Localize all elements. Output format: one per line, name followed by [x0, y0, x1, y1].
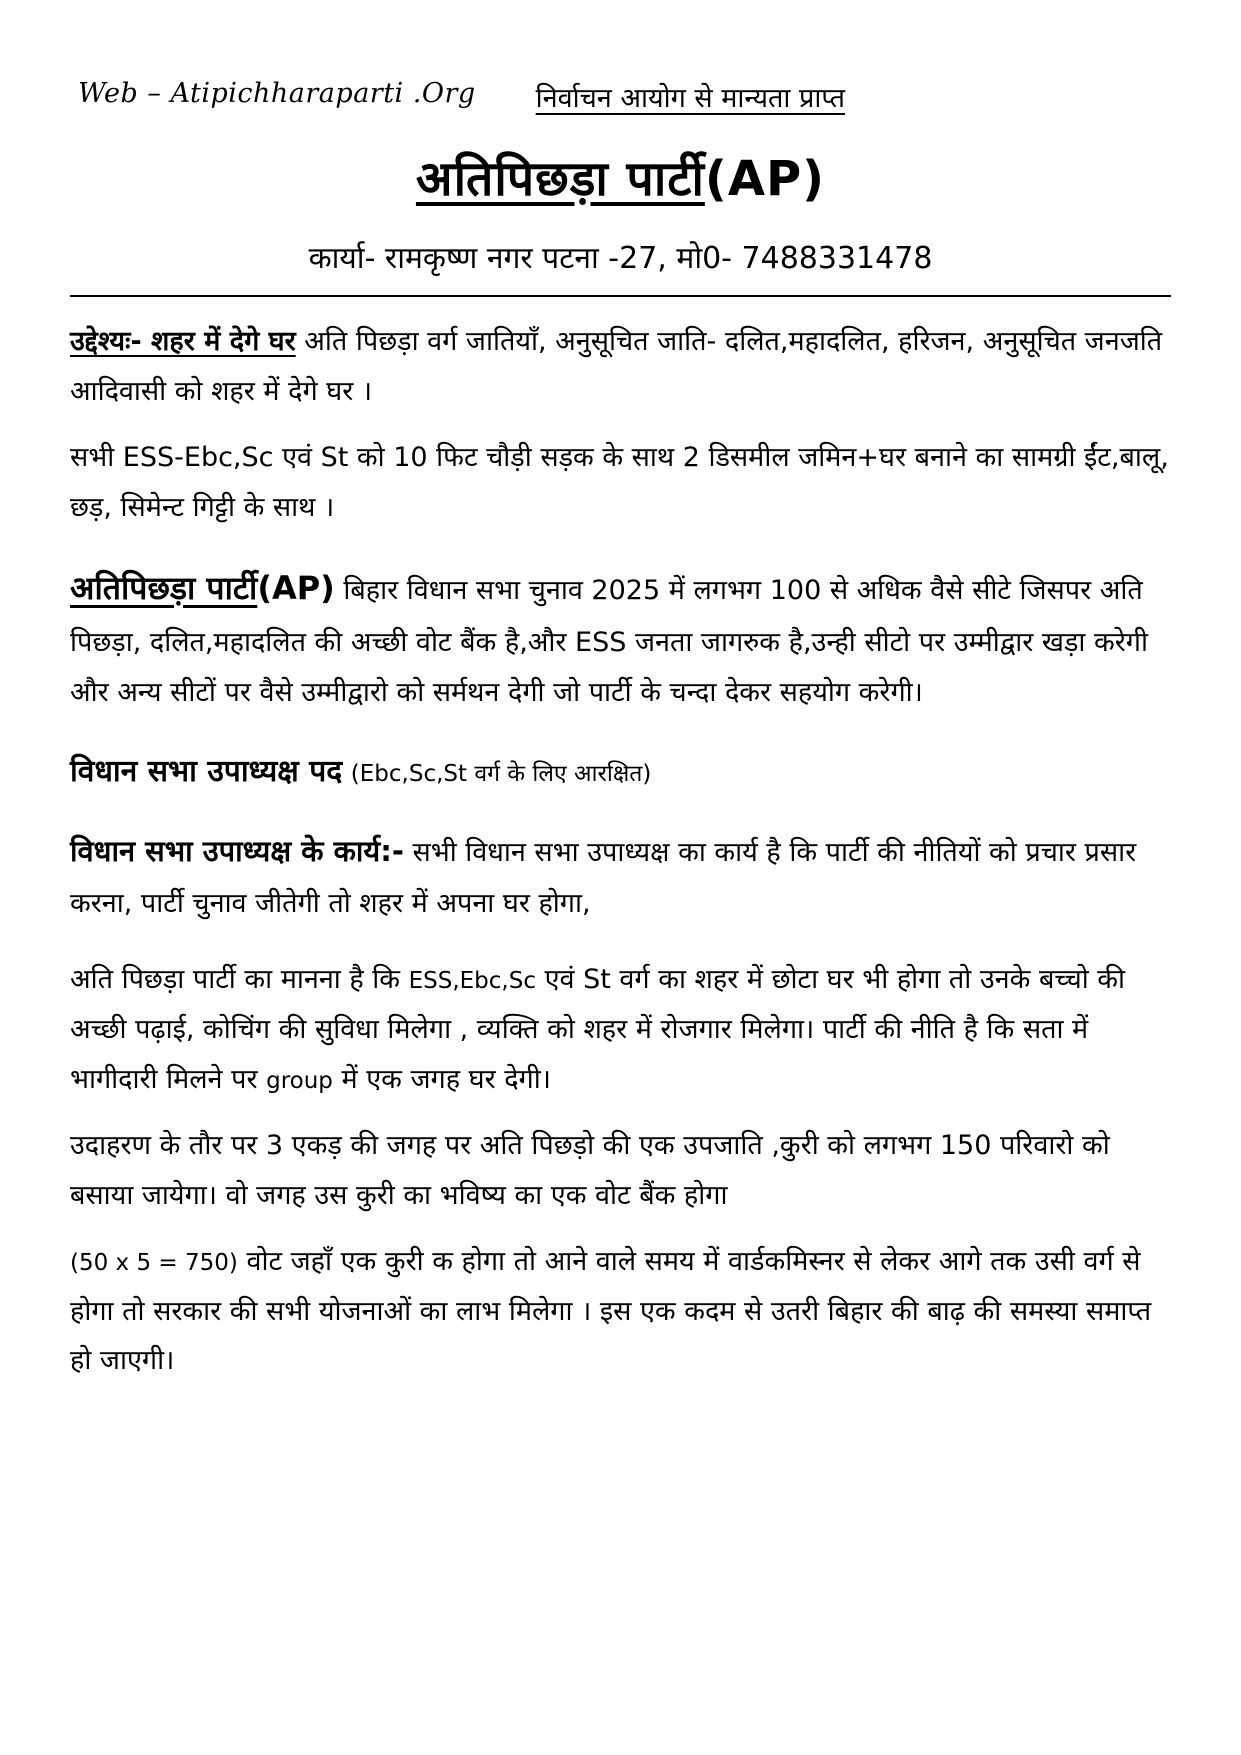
- paragraph-spacer: [70, 549, 1171, 559]
- objective-text: अति पिछड़ा वर्ग जातियाँ, अनुसूचित जाति- दलित,महादलित, हरिजन, अनुसूचित जनजति आदिवासी को शहर में देगे घर ।: [70, 326, 1163, 407]
- belief-paragraph: [70, 955, 1171, 1105]
- header-divider: [70, 295, 1171, 297]
- objective-paragraph: [70, 317, 1171, 417]
- paragraph-spacer-4: [70, 945, 1171, 955]
- belief-text-categories: ESS,Ebc,Sc: [408, 967, 536, 994]
- vice-post-heading: विधान सभा उपाध्यक्ष पद: [70, 753, 343, 789]
- vice-post-paragraph: [70, 744, 1171, 800]
- belief-text-c: एवं St वर्ग का शहर में छोटा घर भी होगा तो उनके बच्चो की अच्छी पढ़ाई, कोचिंग की सुविधा मिलेगा , व्यक्ति को शहर में रोजगार मिलेगा। पार्टी की नीति है कि सता में भागीदारी मिलने पर: [70, 963, 1126, 1095]
- objective-heading: उद्देश्यः- शहर में देगे घर: [70, 326, 296, 357]
- belief-text-group: group: [266, 1067, 333, 1094]
- material-paragraph: सभी ESS-Ebc,Sc एवं St को 10 फिट चौड़ी सड़क के साथ 2 डिसमील जमिन+घर बनाने का सामग्री ईंट,बालू, छड़, सिमेन्ट गिट्टी के साथ ।: [70, 441, 1169, 523]
- vote-calculation-text: वोट जहाँ एक कुरी क होगा तो आने वाले समय में वार्डकमिस्नर से लेकर आगे तक उसी वर्ग से होगा तो सरकार की सभी योजनाओं का लाभ मिलेगा । इस एक कदम से उतरी बिहार की बाढ़ की समस्या समाप्त हो जाएगी।: [70, 1245, 1152, 1377]
- party-title: [70, 145, 1171, 210]
- paragraph-spacer-2: [70, 734, 1171, 744]
- website-label: Web – Atipichharaparti .Org: [78, 78, 476, 109]
- document-body: [70, 317, 1171, 1386]
- office-address-line: कार्या- रामकृष्ण नगर पटना -27, मो0- 7488331478: [308, 241, 933, 276]
- vote-calculation-paragraph: [70, 1237, 1171, 1387]
- election-lead-main: अतिपिछड़ा पार्टी: [70, 568, 258, 607]
- belief-text-e: में एक जगह घर देगी।: [332, 1063, 551, 1095]
- vice-post-note: (Ebc,Sc,St वर्ग के लिए आरक्षित): [350, 760, 652, 787]
- election-paragraph: [70, 559, 1171, 718]
- paragraph-spacer-3: [70, 815, 1171, 825]
- belief-text-a: अति पिछड़ा पार्टी का मानना है कि: [70, 963, 409, 995]
- vote-calculation: (50 x 5 = 750): [70, 1249, 238, 1276]
- vice-duties-paragraph: [70, 825, 1171, 929]
- party-title-abbr: (AP): [704, 151, 826, 207]
- recognition-label: निर्वाचन आयोग से मान्यता प्राप्त: [535, 83, 846, 114]
- election-lead-abbr: (AP): [257, 568, 335, 607]
- document-header: [70, 78, 1171, 115]
- vice-duties-heading: विधान सभा उपाध्यक्ष के कार्य:-: [70, 834, 404, 869]
- election-paragraph-text: बिहार विधान सभा चुनाव 2025 में लगभग 100 से अधिक वैसे सीटे जिसपर अति पिछड़ा, दलित,महादलित की अच्छी वोट बैंक है,और ESS जनता जागरुक है,उन्ही सीटो पर उम्मीद्वार खड़ा करेगी और अन्य सीटों पर वैसे उम्मीद्वारो को सर्मथन देगी जो पार्टी के चन्दा देकर सहयोग करेगी।: [70, 574, 1148, 708]
- example-paragraph: उदाहरण के तौर पर 3 एकड़ की जगह पर अति पिछड़ो की एक उपजाति ,कुरी को लगभग 150 परिवारो को बसाया जायेगा। वो जगह उस कुरी का भविष्य का एक वोट बैंक होगा: [70, 1129, 1110, 1211]
- party-title-main: अतिपिछड़ा पार्टी: [415, 151, 705, 207]
- vice-duties-text: सभी विधान सभा उपाध्यक्ष का कार्य है कि पार्टी की नीतियों को प्रचार प्रसार करना, पार्टी चुनाव जीतेगी तो शहर में अपना घर होगा,: [70, 837, 1137, 919]
